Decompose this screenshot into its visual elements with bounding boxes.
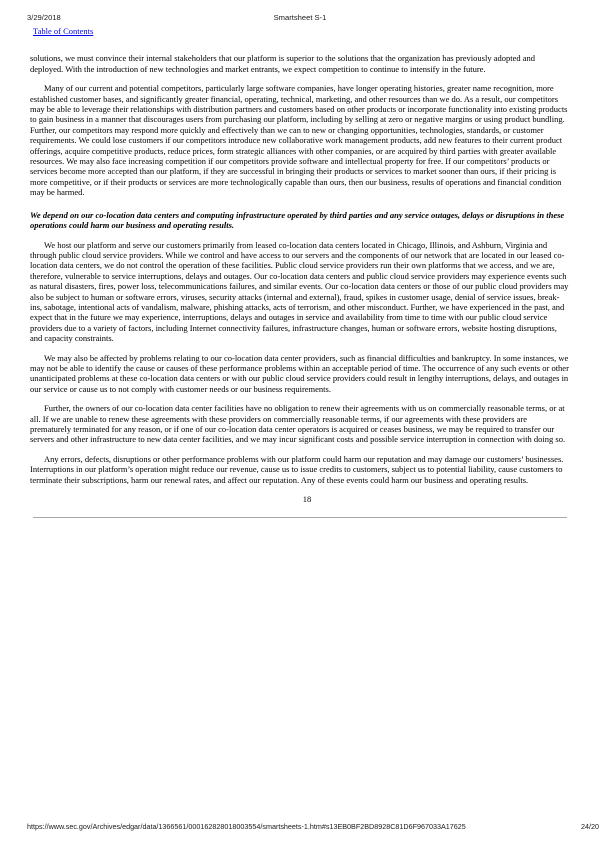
risk-factor-heading: We depend on our co-location data centers and computing infrastructure operated by third parties and any service outages, delays or disruptions in these operations could harm our business and operating results. [30, 209, 565, 231]
paragraph-data-centers: We host our platform and serve our customers primarily from leased co-location data centers located in Chicago, Illinois, and Ashburn, Virginia and through public cloud service providers. While we control and have access to our servers and the components of our network that are located in our leased co-location data centers, we do not control the operation of these facilities. Public cloud service providers run their own platforms that we access, and we are, therefore, vulnerable to service interruptions, delays and outages. Our co-location data centers and public cloud service providers may experience events such as natural disasters, fires, power loss, telecommunications failures, and similar events. Our co-location data centers or those of our public cloud providers may also be subject to human or software errors, viruses, security attacks (internal and external), fraud, spikes in customer usage, denial of service issues, break-ins, sabotage, intentional acts of vandalism, malware, phishing attacks, acts of terrorism, and other misconduct. Further, we have experienced in the past, and expect that in the future we may experience, interruptions, delays and outages in service and availability from time to time with our public cloud service providers due to a variety of factors, including Internet connectivity failures, infrastructure changes, human or software errors, website hosting disruptions, and capacity constraints. [30, 239, 569, 344]
page-break-divider [33, 517, 567, 518]
paragraph-errors-defects: Any errors, defects, disruptions or other performance problems with our platform could harm our reputation and may damage our customers’ businesses. Interruptions in our platform’s operation might reduce our revenue, cause us to issue credits to customers, subject us to potential liability, cause customers to terminate their subscriptions, harm our renewal rates, and affect our reputation. Any of these events could harm our business and operating results. [30, 453, 564, 485]
paragraph-competitors: Many of our current and potential competitors, particularly large software companies, have longer operating histories, greater name recognition, more established customer bases, and significantly greater financial, operating, technical, marketing, and other resources than we do. As a result, our competitors may be able to leverage their relationships with distribution partners and customers based on other products or incorporate functionality into existing products to gain business in a manner that discourages users from purchasing our platform, including by selling at zero or negative margins or using product bundling. Further, our competitors may respond more quickly and effectively than we can to new or changing opportunities, technologies, standards, or customer requirements. We could lose customers if our competitors introduce new collaborative work management products, add new features to their current product offerings, acquire competitive products, reduce prices, form strategic alliances with other companies, or are acquired by third parties with greater available resources. We may also face increasing competition if our competitors provide software and intellectual property for free. If our competitors’ products or services become more accepted than our platform, if they are successful in bringing their products or services to market sooner than ours, if their pricing is more competitive, or if their products or services are more technologically capable than ours, then our business, results of operations and financial condition may be harmed. [30, 83, 568, 198]
paragraph-provider-problems: We may also be affected by problems relating to our co-location data center providers, such as financial difficulties and bankruptcy. In some instances, we may not be able to identify the cause or causes of these performance problems within an acceptable period of time. The occurrence of any such events or other unanticipated problems at these co-location data centers or with our public cloud service providers could result in lengthy interruptions, delays, and outages in our service or cause us to not comply with customer needs or our business requirements. [30, 352, 569, 394]
paragraph-agreement-renewal: Further, the owners of our co-location data center facilities have no obligation to renew their agreements with us on commercially reasonable terms, or at all. If we are unable to renew these agreements with these providers on commercially reasonable terms, if our agreements with these providers are prematurely terminated for any reason, or if one of our co-location data center operators is acquired or ceases business, we may be required to transfer our servers and other infrastructure to new data center facilities, and we may incur significant costs and possible service interruption in connection with doing so. [30, 403, 566, 445]
print-date: 3/29/2018 [27, 13, 61, 22]
print-document-title: Smartsheet S-1 [273, 13, 327, 22]
table-of-contents-link[interactable]: Table of Contents [33, 26, 94, 36]
source-url: https://www.sec.gov/Archives/edgar/data/1366561/000162828018003554/smartsheets-1.htm#s13EB0BF2BD8928C81D6F967033A17625 [27, 822, 466, 831]
paragraph-competition-continuation: solutions, we must convince their internal stakeholders that our platform is superior to the solutions that the organization has previously adopted and deployed. With the introduction of new technologies and market entrants, we expect competition to continue to intensify in the future. [30, 53, 536, 74]
document-content [30, 0, 570, 518]
page-counter: 24/20 [581, 822, 599, 831]
document-page-number: 18 [302, 494, 312, 505]
print-footer [0, 822, 600, 832]
